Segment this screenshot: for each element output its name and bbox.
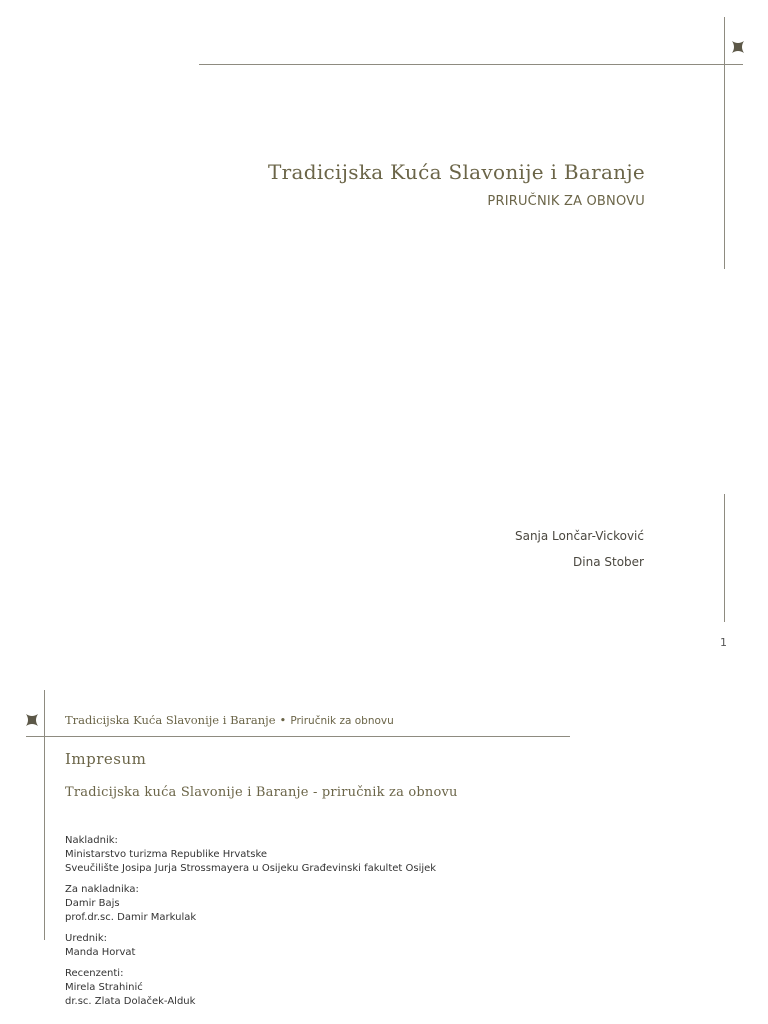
credit-reviewers <box>65 967 565 1009</box>
running-header-subtitle: Priručnik za obnovu <box>290 715 394 727</box>
credit-label: Recenzenti: <box>65 968 124 979</box>
left-vertical-rule <box>44 690 45 940</box>
running-header-title: Tradicijska Kuća Slavonije i Baranje <box>65 713 276 727</box>
credit-label: Za nakladnika: <box>65 884 139 895</box>
running-header <box>65 713 394 727</box>
credit-value: prof.dr.sc. Damir Markulak <box>65 912 197 923</box>
imprint-page <box>0 668 768 1024</box>
credit-value: Manda Horvat <box>65 947 136 958</box>
top-rule <box>199 64 743 65</box>
four-point-star-icon <box>26 714 38 726</box>
document-subtitle: PRIRUČNIK ZA OBNOVU <box>487 194 645 209</box>
authors-vertical-rule <box>724 494 725 622</box>
running-header-separator: • <box>279 713 287 727</box>
four-point-star-icon <box>732 41 744 53</box>
header-rule <box>26 736 570 737</box>
credit-for-publisher <box>65 883 565 925</box>
credit-label: Urednik: <box>65 933 107 944</box>
book-title: Tradicijska kuća Slavonije i Baranje - priručnik za obnovu <box>65 785 458 800</box>
imprint-credits <box>65 834 565 1016</box>
page-number: 1 <box>720 636 727 649</box>
credit-publisher <box>65 834 565 876</box>
credit-value: Sveučilište Josipa Jurja Strossmayera u Osijeku Građevinski fakultet Osijek <box>65 863 437 874</box>
author-name: Dina Stober <box>573 555 644 569</box>
section-heading: Impresum <box>65 750 147 768</box>
credit-value: dr.sc. Zlata Dolaček-Alduk <box>65 996 196 1007</box>
document-title: Tradicijska Kuća Slavonije i Baranje <box>268 160 645 184</box>
credit-value: Ministarstvo turizma Republike Hrvatske <box>65 849 268 860</box>
credit-value: Damir Bajs <box>65 898 120 909</box>
title-vertical-rule <box>724 17 725 269</box>
author-name: Sanja Lončar-Vicković <box>514 529 644 543</box>
credit-value: Mirela Strahinić <box>65 982 143 993</box>
credit-label: Nakladnik: <box>65 835 118 846</box>
credit-editor <box>65 932 565 960</box>
